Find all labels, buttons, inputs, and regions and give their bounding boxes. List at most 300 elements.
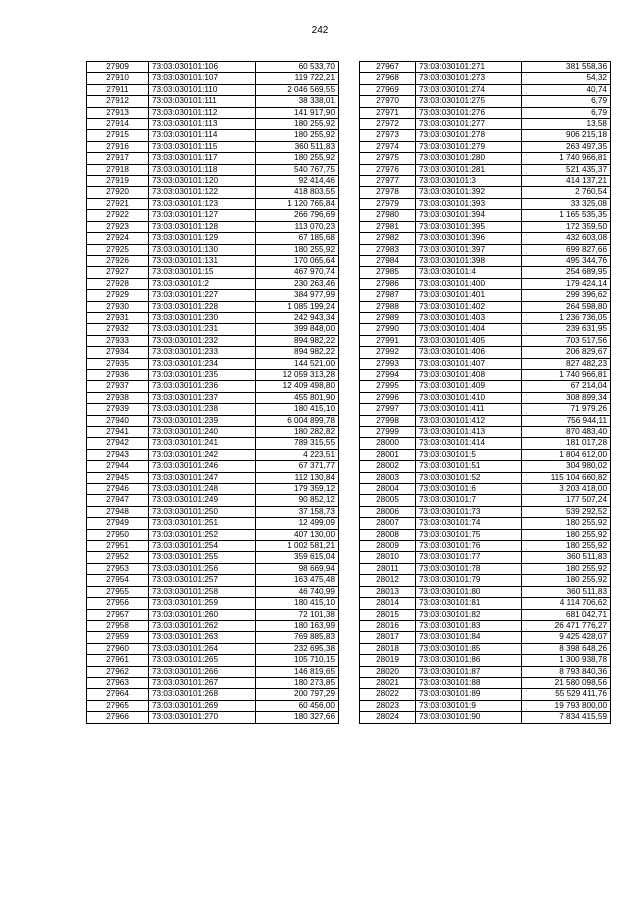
cadastral-number-cell: 73:03:030101:249 [149, 495, 256, 506]
cadastral-number-cell: 73:03:030101:88 [416, 677, 522, 688]
table-row [360, 244, 611, 255]
value-cell: 60 533,70 [256, 62, 339, 73]
row-number-cell: 27964 [87, 689, 149, 700]
value-cell: 40,74 [522, 84, 611, 95]
row-number-cell: 28014 [360, 598, 416, 609]
cadastral-number-cell: 73:03:030101:117 [149, 153, 256, 164]
table-row [87, 84, 339, 95]
value-cell: 521 435,37 [522, 164, 611, 175]
row-number-cell: 28016 [360, 620, 416, 631]
row-number-cell: 27935 [87, 358, 149, 369]
table-row [87, 666, 339, 677]
row-number-cell: 27949 [87, 518, 149, 529]
value-cell: 539 292,52 [522, 506, 611, 517]
cadastral-number-cell: 73:03:030101:237 [149, 392, 256, 403]
cadastral-number-cell: 73:03:030101:274 [416, 84, 522, 95]
row-number-cell: 27987 [360, 290, 416, 301]
row-number-cell: 27963 [87, 677, 149, 688]
cadastral-number-cell: 73:03:030101:397 [416, 244, 522, 255]
value-cell: 360 511,83 [522, 552, 611, 563]
value-cell: 6,79 [522, 107, 611, 118]
row-number-cell: 28019 [360, 655, 416, 666]
value-cell: 67 185,68 [256, 233, 339, 244]
table-row [360, 267, 611, 278]
cadastral-number-cell: 73:03:030101:398 [416, 255, 522, 266]
table-row [360, 392, 611, 403]
row-number-cell: 27914 [87, 119, 149, 130]
table-row [360, 347, 611, 358]
cadastral-number-cell: 73:03:030101:128 [149, 221, 256, 232]
value-cell: 756 944,11 [522, 415, 611, 426]
table-row [360, 518, 611, 529]
row-number-cell: 27954 [87, 575, 149, 586]
row-number-cell: 27968 [360, 73, 416, 84]
row-number-cell: 27995 [360, 381, 416, 392]
cadastral-number-cell: 73:03:030101:7 [416, 495, 522, 506]
cadastral-number-cell: 73:03:030101:248 [149, 484, 256, 495]
table-row [360, 541, 611, 552]
row-number-cell: 27956 [87, 598, 149, 609]
row-number-cell: 27992 [360, 347, 416, 358]
row-number-cell: 27938 [87, 392, 149, 403]
cadastral-number-cell: 73:03:030101:258 [149, 586, 256, 597]
table-row [360, 107, 611, 118]
value-cell: 67 371,77 [256, 461, 339, 472]
row-number-cell: 27972 [360, 119, 416, 130]
cadastral-number-cell: 73:03:030101:120 [149, 176, 256, 187]
value-cell: 8 793 840,36 [522, 666, 611, 677]
cadastral-number-cell: 73:03:030101:112 [149, 107, 256, 118]
row-number-cell: 28020 [360, 666, 416, 677]
cadastral-number-cell: 73:03:030101:267 [149, 677, 256, 688]
value-cell: 112 130,84 [256, 472, 339, 483]
table-row [360, 438, 611, 449]
cadastral-number-cell: 73:03:030101:82 [416, 609, 522, 620]
value-cell: 455 801,90 [256, 392, 339, 403]
row-number-cell: 27940 [87, 415, 149, 426]
table-row [87, 586, 339, 597]
table-row [360, 700, 611, 711]
value-cell: 141 917,90 [256, 107, 339, 118]
table-row [87, 495, 339, 506]
row-number-cell: 28010 [360, 552, 416, 563]
row-number-cell: 27973 [360, 130, 416, 141]
value-cell: 540 767,75 [256, 164, 339, 175]
cadastral-number-cell: 73:03:030101:266 [149, 666, 256, 677]
value-cell: 4 114 706,62 [522, 598, 611, 609]
row-number-cell: 27912 [87, 96, 149, 107]
cadastral-number-cell: 73:03:030101:232 [149, 335, 256, 346]
table-row [360, 221, 611, 232]
value-cell: 239 631,95 [522, 324, 611, 335]
row-number-cell: 27957 [87, 609, 149, 620]
value-cell: 67 214,04 [522, 381, 611, 392]
cadastral-number-cell: 73:03:030101:250 [149, 506, 256, 517]
row-number-cell: 27981 [360, 221, 416, 232]
table-row [360, 472, 611, 483]
table-row [87, 233, 339, 244]
cadastral-number-cell: 73:03:030101:278 [416, 130, 522, 141]
table-row [87, 438, 339, 449]
value-cell: 6 004 899,78 [256, 415, 339, 426]
row-number-cell: 28015 [360, 609, 416, 620]
row-number-cell: 27952 [87, 552, 149, 563]
row-number-cell: 27930 [87, 301, 149, 312]
value-cell: 359 615,04 [256, 552, 339, 563]
value-cell: 180 255,92 [522, 575, 611, 586]
value-cell: 254 689,95 [522, 267, 611, 278]
table-row [87, 369, 339, 380]
table-row [360, 552, 611, 563]
left-register-table [86, 61, 339, 724]
row-number-cell: 27990 [360, 324, 416, 335]
value-cell: 206 829,67 [522, 347, 611, 358]
value-cell: 113 070,23 [256, 221, 339, 232]
row-number-cell: 27998 [360, 415, 416, 426]
row-number-cell: 28022 [360, 689, 416, 700]
table-row [360, 119, 611, 130]
cadastral-number-cell: 73:03:030101:235 [149, 369, 256, 380]
table-row [360, 278, 611, 289]
table-row [87, 130, 339, 141]
row-number-cell: 27997 [360, 404, 416, 415]
value-cell: 703 517,56 [522, 335, 611, 346]
table-row [87, 187, 339, 198]
cadastral-number-cell: 73:03:030101:263 [149, 632, 256, 643]
table-row [87, 700, 339, 711]
value-cell: 1 085 199,24 [256, 301, 339, 312]
row-number-cell: 27970 [360, 96, 416, 107]
table-row [87, 392, 339, 403]
value-cell: 827 482,23 [522, 358, 611, 369]
row-number-cell: 27950 [87, 529, 149, 540]
cadastral-number-cell: 73:03:030101:252 [149, 529, 256, 540]
cadastral-number-cell: 73:03:030101:118 [149, 164, 256, 175]
table-row [87, 484, 339, 495]
table-row [87, 221, 339, 232]
value-cell: 8 398 648,26 [522, 643, 611, 654]
table-row [360, 461, 611, 472]
value-cell: 2 046 569,55 [256, 84, 339, 95]
row-number-cell: 27932 [87, 324, 149, 335]
cadastral-number-cell: 73:03:030101:234 [149, 358, 256, 369]
row-number-cell: 27988 [360, 301, 416, 312]
cadastral-number-cell: 73:03:030101:230 [149, 312, 256, 323]
value-cell: 264 598,80 [522, 301, 611, 312]
row-number-cell: 27983 [360, 244, 416, 255]
value-cell: 399 848,00 [256, 324, 339, 335]
table-row [87, 107, 339, 118]
table-row [87, 255, 339, 266]
row-number-cell: 27975 [360, 153, 416, 164]
row-number-cell: 27991 [360, 335, 416, 346]
table-row [87, 712, 339, 723]
table-row [87, 689, 339, 700]
table-row [360, 415, 611, 426]
table-row [87, 506, 339, 517]
row-number-cell: 27960 [87, 643, 149, 654]
value-cell: 12 409 498,80 [256, 381, 339, 392]
row-number-cell: 27920 [87, 187, 149, 198]
cadastral-number-cell: 73:03:030101:111 [149, 96, 256, 107]
value-cell: 2 760,54 [522, 187, 611, 198]
cadastral-number-cell: 73:03:030101:130 [149, 244, 256, 255]
table-row [87, 575, 339, 586]
cadastral-number-cell: 73:03:030101:123 [149, 198, 256, 209]
cadastral-number-cell: 73:03:030101:273 [416, 73, 522, 84]
table-row [87, 461, 339, 472]
table-row [87, 598, 339, 609]
cadastral-number-cell: 73:03:030101:404 [416, 324, 522, 335]
value-cell: 180 255,92 [522, 529, 611, 540]
row-number-cell: 28000 [360, 438, 416, 449]
value-cell: 55 529 411,76 [522, 689, 611, 700]
cadastral-number-cell: 73:03:030101:131 [149, 255, 256, 266]
table-row [87, 404, 339, 415]
cadastral-number-cell: 73:03:030101:268 [149, 689, 256, 700]
row-number-cell: 27916 [87, 141, 149, 152]
value-cell: 9 425 428,07 [522, 632, 611, 643]
value-cell: 181 017,28 [522, 438, 611, 449]
value-cell: 172 359,50 [522, 221, 611, 232]
row-number-cell: 27925 [87, 244, 149, 255]
row-number-cell: 28007 [360, 518, 416, 529]
row-number-cell: 27910 [87, 73, 149, 84]
table-row [87, 620, 339, 631]
cadastral-number-cell: 73:03:030101:264 [149, 643, 256, 654]
cadastral-number-cell: 73:03:030101:129 [149, 233, 256, 244]
table-row [360, 586, 611, 597]
value-cell: 163 475,48 [256, 575, 339, 586]
table-row [87, 312, 339, 323]
cadastral-number-cell: 73:03:030101:275 [416, 96, 522, 107]
row-number-cell: 27993 [360, 358, 416, 369]
cadastral-number-cell: 73:03:030101:113 [149, 119, 256, 130]
row-number-cell: 27985 [360, 267, 416, 278]
value-cell: 180 415,10 [256, 404, 339, 415]
value-cell: 180 255,92 [256, 153, 339, 164]
cadastral-number-cell: 73:03:030101:241 [149, 438, 256, 449]
table-row [360, 598, 611, 609]
cadastral-number-cell: 73:03:030101:269 [149, 700, 256, 711]
cadastral-number-cell: 73:03:030101:107 [149, 73, 256, 84]
row-number-cell: 27926 [87, 255, 149, 266]
value-cell: 870 483,40 [522, 427, 611, 438]
table-row [87, 73, 339, 84]
cadastral-number-cell: 73:03:030101:239 [149, 415, 256, 426]
row-number-cell: 27982 [360, 233, 416, 244]
table-row [360, 575, 611, 586]
cadastral-number-cell: 73:03:030101:9 [416, 700, 522, 711]
value-cell: 1 804 612,00 [522, 449, 611, 460]
value-cell: 769 885,83 [256, 632, 339, 643]
table-row [360, 141, 611, 152]
row-number-cell: 27999 [360, 427, 416, 438]
row-number-cell: 28024 [360, 712, 416, 723]
table-row [360, 255, 611, 266]
value-cell: 72 101,38 [256, 609, 339, 620]
value-cell: 26 471 776,27 [522, 620, 611, 631]
value-cell: 263 497,35 [522, 141, 611, 152]
cadastral-number-cell: 73:03:030101:402 [416, 301, 522, 312]
cadastral-number-cell: 73:03:030101:236 [149, 381, 256, 392]
table-row [87, 529, 339, 540]
table-row [87, 677, 339, 688]
table-row [360, 666, 611, 677]
table-row [360, 381, 611, 392]
value-cell: 906 215,18 [522, 130, 611, 141]
cadastral-number-cell: 73:03:030101:242 [149, 449, 256, 460]
table-row [87, 141, 339, 152]
cadastral-number-cell: 73:03:030101:262 [149, 620, 256, 631]
row-number-cell: 27941 [87, 427, 149, 438]
row-number-cell: 27915 [87, 130, 149, 141]
cadastral-number-cell: 73:03:030101:395 [416, 221, 522, 232]
row-number-cell: 28008 [360, 529, 416, 540]
value-cell: 681 042,71 [522, 609, 611, 620]
cadastral-number-cell: 73:03:030101:79 [416, 575, 522, 586]
cadastral-number-cell: 73:03:030101:5 [416, 449, 522, 460]
cadastral-number-cell: 73:03:030101:75 [416, 529, 522, 540]
value-cell: 1 120 765,84 [256, 198, 339, 209]
cadastral-number-cell: 73:03:030101:393 [416, 198, 522, 209]
row-number-cell: 27959 [87, 632, 149, 643]
cadastral-number-cell: 73:03:030101:90 [416, 712, 522, 723]
value-cell: 71 979,26 [522, 404, 611, 415]
table-row [360, 301, 611, 312]
table-row [360, 506, 611, 517]
row-number-cell: 27939 [87, 404, 149, 415]
cadastral-number-cell: 73:03:030101:87 [416, 666, 522, 677]
table-row [87, 518, 339, 529]
value-cell: 304 980,02 [522, 461, 611, 472]
cadastral-number-cell: 73:03:030101:394 [416, 210, 522, 221]
table-row [87, 210, 339, 221]
table-row [360, 130, 611, 141]
table-row [360, 655, 611, 666]
cadastral-number-cell: 73:03:030101:15 [149, 267, 256, 278]
table-row [87, 541, 339, 552]
value-cell: 3 203 418,00 [522, 484, 611, 495]
cadastral-number-cell: 73:03:030101:270 [149, 712, 256, 723]
cadastral-number-cell: 73:03:030101:247 [149, 472, 256, 483]
table-row [87, 632, 339, 643]
table-row [360, 427, 611, 438]
cadastral-number-cell: 73:03:030101:114 [149, 130, 256, 141]
row-number-cell: 28002 [360, 461, 416, 472]
value-cell: 894 982,22 [256, 347, 339, 358]
cadastral-number-cell: 73:03:030101:271 [416, 62, 522, 73]
table-row [360, 484, 611, 495]
cadastral-number-cell: 73:03:030101:405 [416, 335, 522, 346]
table-row [360, 643, 611, 654]
value-cell: 179 424,14 [522, 278, 611, 289]
cadastral-number-cell: 73:03:030101:228 [149, 301, 256, 312]
cadastral-number-cell: 73:03:030101:73 [416, 506, 522, 517]
row-number-cell: 27917 [87, 153, 149, 164]
row-number-cell: 27921 [87, 198, 149, 209]
row-number-cell: 27955 [87, 586, 149, 597]
cadastral-number-cell: 73:03:030101:122 [149, 187, 256, 198]
row-number-cell: 27931 [87, 312, 149, 323]
table-row [360, 290, 611, 301]
value-cell: 308 899,34 [522, 392, 611, 403]
cadastral-number-cell: 73:03:030101:238 [149, 404, 256, 415]
table-row [360, 495, 611, 506]
row-number-cell: 27977 [360, 176, 416, 187]
row-number-cell: 27989 [360, 312, 416, 323]
table-row [360, 210, 611, 221]
row-number-cell: 27951 [87, 541, 149, 552]
value-cell: 4 223,51 [256, 449, 339, 460]
table-row [87, 324, 339, 335]
table-row [360, 620, 611, 631]
table-row [87, 96, 339, 107]
cadastral-number-cell: 73:03:030101:265 [149, 655, 256, 666]
value-cell: 13,58 [522, 119, 611, 130]
row-number-cell: 27969 [360, 84, 416, 95]
cadastral-number-cell: 73:03:030101:80 [416, 586, 522, 597]
value-cell: 21 580 098,56 [522, 677, 611, 688]
table-row [360, 358, 611, 369]
table-row [87, 164, 339, 175]
value-cell: 19 793 800,00 [522, 700, 611, 711]
value-cell: 180 163,99 [256, 620, 339, 631]
cadastral-number-cell: 73:03:030101:89 [416, 689, 522, 700]
value-cell: 232 695,38 [256, 643, 339, 654]
table-row [360, 153, 611, 164]
row-number-cell: 27961 [87, 655, 149, 666]
cadastral-number-cell: 73:03:030101:257 [149, 575, 256, 586]
value-cell: 381 558,36 [522, 62, 611, 73]
table-row [87, 267, 339, 278]
cadastral-number-cell: 73:03:030101:106 [149, 62, 256, 73]
value-cell: 230 263,46 [256, 278, 339, 289]
row-number-cell: 27942 [87, 438, 149, 449]
cadastral-number-cell: 73:03:030101:251 [149, 518, 256, 529]
value-cell: 360 511,83 [256, 141, 339, 152]
row-number-cell: 27919 [87, 176, 149, 187]
cadastral-number-cell: 73:03:030101:115 [149, 141, 256, 152]
cadastral-number-cell: 73:03:030101:110 [149, 84, 256, 95]
cadastral-number-cell: 73:03:030101:407 [416, 358, 522, 369]
value-cell: 407 130,00 [256, 529, 339, 540]
cadastral-number-cell: 73:03:030101:277 [416, 119, 522, 130]
cadastral-number-cell: 73:03:030101:400 [416, 278, 522, 289]
value-cell: 115 104 660,82 [522, 472, 611, 483]
cadastral-number-cell: 73:03:030101:86 [416, 655, 522, 666]
value-cell: 119 722,21 [256, 73, 339, 84]
value-cell: 170 065,64 [256, 255, 339, 266]
table-row [360, 198, 611, 209]
row-number-cell: 27945 [87, 472, 149, 483]
value-cell: 146 819,65 [256, 666, 339, 677]
cadastral-number-cell: 73:03:030101:412 [416, 415, 522, 426]
cadastral-number-cell: 73:03:030101:74 [416, 518, 522, 529]
value-cell: 180 255,92 [522, 518, 611, 529]
table-row [360, 404, 611, 415]
cadastral-number-cell: 73:03:030101:231 [149, 324, 256, 335]
table-row [87, 301, 339, 312]
row-number-cell: 27986 [360, 278, 416, 289]
value-cell: 54,32 [522, 73, 611, 84]
table-row [360, 164, 611, 175]
value-cell: 46 740,99 [256, 586, 339, 597]
cadastral-number-cell: 73:03:030101:246 [149, 461, 256, 472]
value-cell: 180 415,10 [256, 598, 339, 609]
value-cell: 1 300 938,78 [522, 655, 611, 666]
row-number-cell: 27944 [87, 461, 149, 472]
